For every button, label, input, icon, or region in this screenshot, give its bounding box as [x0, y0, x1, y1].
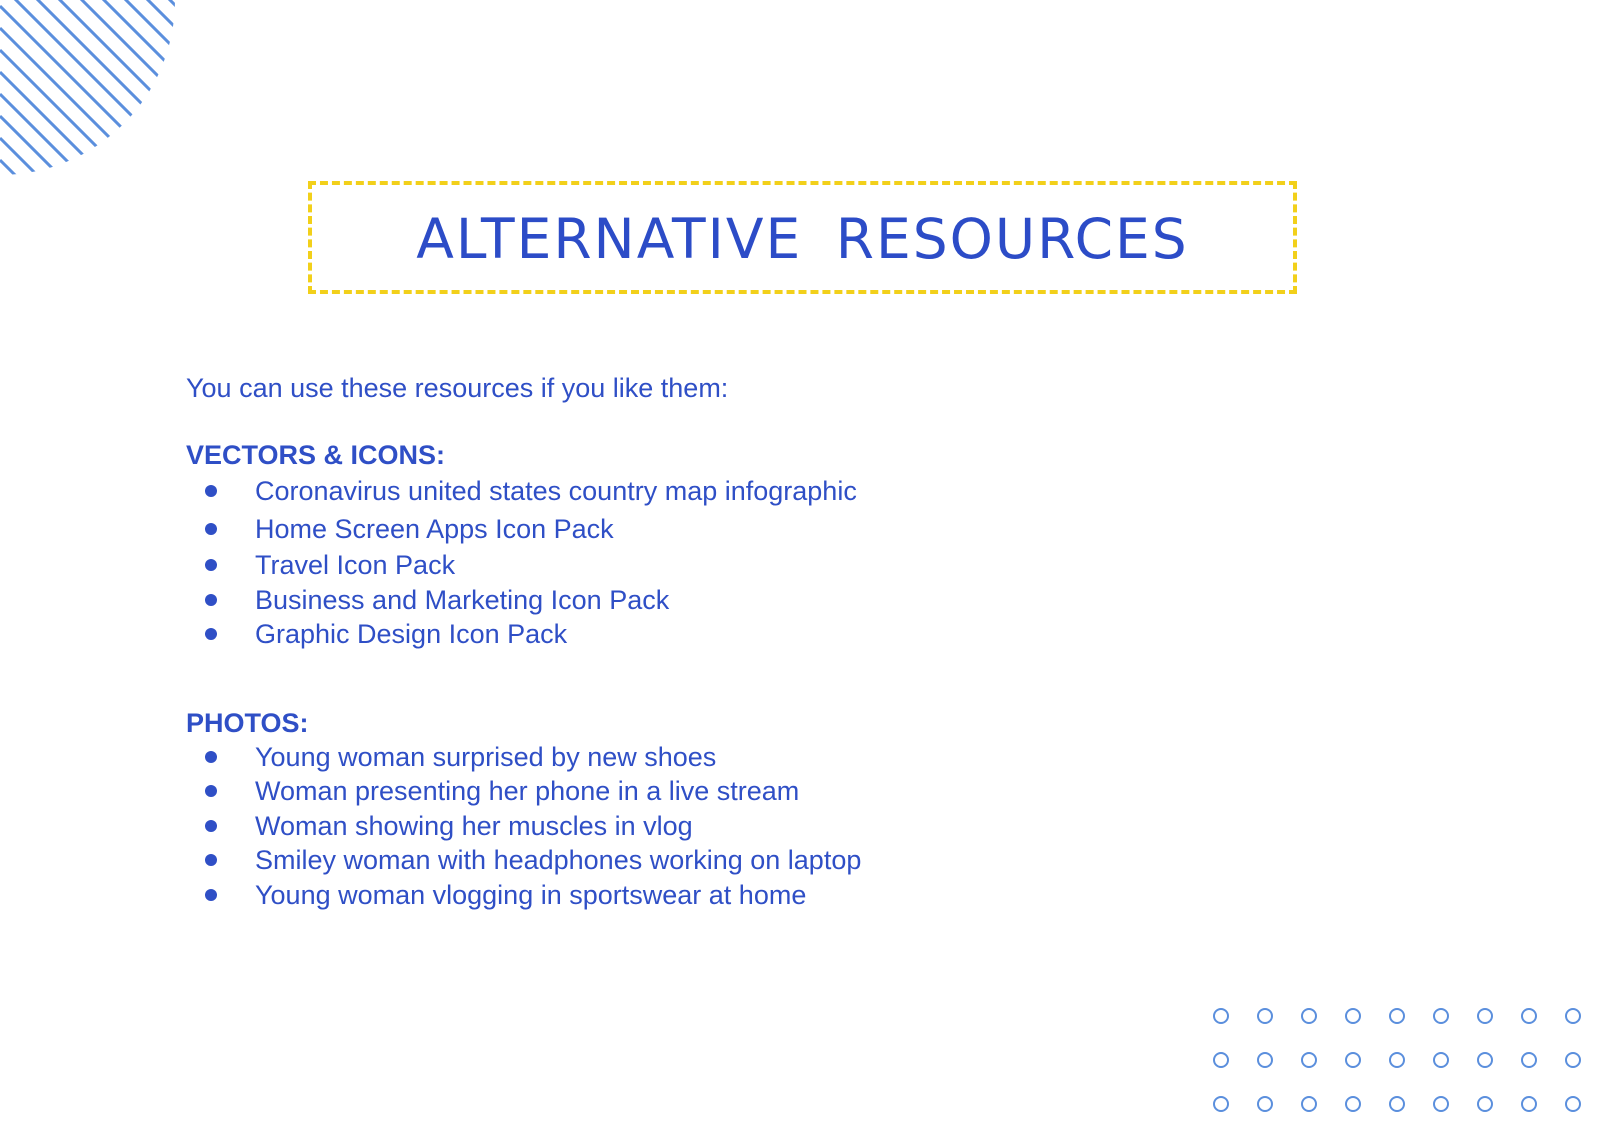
bullet-icon	[205, 820, 217, 832]
photos-list	[186, 740, 1086, 913]
list-item-label[interactable]: Coronavirus united states country map infographic	[255, 476, 857, 506]
bullet-icon	[205, 523, 217, 535]
title-frame	[308, 181, 1297, 294]
pattern-dot	[1434, 1053, 1448, 1067]
pattern-dot	[1302, 1053, 1316, 1067]
section-heading-vectors: VECTORS & ICONS:	[186, 440, 446, 470]
bullet-icon	[205, 854, 217, 866]
list-item-label[interactable]: Home Screen Apps Icon Pack	[255, 514, 614, 544]
list-item-label[interactable]: Graphic Design Icon Pack	[255, 619, 568, 649]
list-item-label[interactable]: Woman presenting her phone in a live stream	[255, 776, 800, 806]
pattern-dot	[1214, 1097, 1228, 1111]
list-item-label[interactable]: Travel Icon Pack	[255, 550, 456, 580]
pattern-dot	[1346, 1097, 1360, 1111]
list-item-label[interactable]: Smiley woman with headphones working on laptop	[255, 845, 862, 875]
pattern-dot	[1566, 1097, 1580, 1111]
list-item-label[interactable]: Business and Marketing Icon Pack	[255, 584, 670, 615]
list-item[interactable]	[186, 472, 1086, 510]
pattern-dot	[1302, 1097, 1316, 1111]
page-title: ALTERNATIVE RESOURCES	[416, 207, 1189, 271]
vectors-list	[186, 472, 1086, 652]
pattern-dot	[1566, 1009, 1580, 1023]
pattern-dot	[1434, 1097, 1448, 1111]
pattern-dot	[1522, 1053, 1536, 1067]
bullet-icon	[205, 559, 217, 571]
list-item[interactable]	[186, 809, 1086, 844]
pattern-dot	[1258, 1097, 1272, 1111]
bullet-icon	[205, 594, 217, 606]
pattern-dot	[1566, 1053, 1580, 1067]
pattern-dot	[1346, 1009, 1360, 1023]
pattern-dot	[1434, 1009, 1448, 1023]
pattern-dot	[1346, 1053, 1360, 1067]
bullet-icon	[205, 785, 217, 797]
bullet-icon	[205, 485, 217, 497]
list-item-label[interactable]: Young woman vlogging in sportswear at home	[255, 879, 807, 910]
list-item-label[interactable]: Woman showing her muscles in vlog	[255, 810, 693, 841]
intro-text: You can use these resources if you like them:	[186, 373, 729, 403]
pattern-dot	[1478, 1097, 1492, 1111]
pattern-dot	[1258, 1009, 1272, 1023]
pattern-dot	[1214, 1009, 1228, 1023]
list-item-label[interactable]: Young woman surprised by new shoes	[255, 741, 717, 772]
list-item[interactable]	[186, 774, 1086, 809]
section-heading-photos: PHOTOS:	[186, 707, 309, 738]
pattern-dot	[1390, 1097, 1404, 1111]
list-item[interactable]	[186, 510, 1086, 548]
list-item[interactable]	[186, 617, 1086, 652]
bullet-icon	[205, 751, 217, 763]
list-item[interactable]	[186, 583, 1086, 618]
list-item[interactable]	[186, 878, 1086, 913]
list-item[interactable]	[186, 740, 1086, 775]
resources-content	[186, 368, 1086, 912]
pattern-dot	[1214, 1053, 1228, 1067]
pattern-dot	[1522, 1097, 1536, 1111]
pattern-dot	[1390, 1009, 1404, 1023]
circle-grid-icon	[1205, 1000, 1600, 1131]
bullet-icon	[205, 889, 217, 901]
list-item[interactable]	[186, 548, 1086, 583]
pattern-dot	[1258, 1053, 1272, 1067]
pattern-dot	[1302, 1009, 1316, 1023]
list-item[interactable]	[186, 843, 1086, 878]
bullet-icon	[205, 628, 217, 640]
pattern-dot	[1390, 1053, 1404, 1067]
pattern-dot	[1522, 1009, 1536, 1023]
striped-quarter-circle-icon	[0, 0, 175, 175]
pattern-dot	[1478, 1009, 1492, 1023]
pattern-dot	[1478, 1053, 1492, 1067]
